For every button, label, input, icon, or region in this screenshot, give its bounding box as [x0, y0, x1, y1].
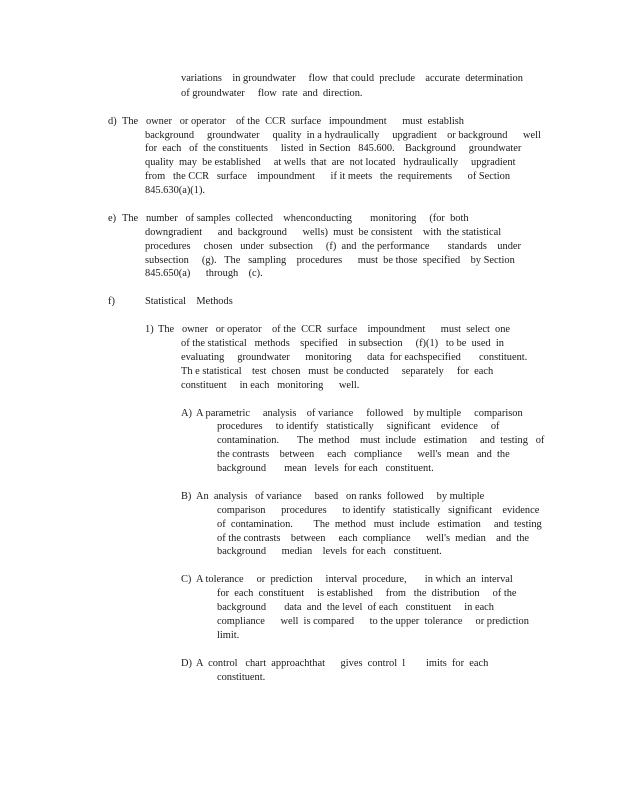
item-e-line-3: procedures chosen under subsection (f) and the performance standards under	[145, 241, 521, 252]
option-a-line-1: A parametric analysis of variance followed by multiple comparison	[196, 408, 523, 419]
option-b-line-4: of the contrasts between each compliance well's median and the	[217, 533, 530, 544]
item-f1-label: 1)	[145, 324, 154, 335]
item-d-label: d)	[108, 116, 117, 127]
option-b-line-1: An analysis of variance based on ranks followed by multiple	[196, 491, 485, 502]
option-b-label: B)	[181, 491, 192, 502]
item-d-line-6: 845.630(a)(1).	[145, 185, 206, 196]
item-e-line-4: subsection (g). The sampling procedures must be those specified by Section	[145, 255, 515, 266]
option-b-line-5: background median levels for each constituent.	[217, 546, 442, 557]
option-d-label: D)	[181, 658, 192, 669]
continuation-line-2: of groundwater flow rate and direction.	[181, 88, 363, 99]
option-d-line-2: constituent.	[217, 672, 266, 683]
item-f1-line-5: constituent in each monitoring well.	[181, 380, 360, 391]
option-c-line-5: limit.	[217, 630, 240, 641]
item-d-line-2: background groundwater quality in a hydraulically upgradient or background well	[145, 130, 541, 141]
option-b-line-2: comparison procedures to identify statistically significant evidence	[217, 505, 540, 516]
option-c-line-1: A tolerance or prediction interval procedure, in which an interval	[196, 574, 513, 585]
option-d-line-1: A control chart approachthat gives control l imits for each	[196, 658, 489, 669]
option-a-line-5: background mean levels for each constituent.	[217, 463, 434, 474]
item-d-line-1: The owner or operator of the CCR surface impoundment must establish	[122, 116, 464, 127]
item-d-line-5: from the CCR surface impoundment if it meets the requirements of Section	[145, 171, 511, 182]
item-f-heading: Statistical Methods	[145, 296, 233, 307]
item-f1-line-2: of the statistical methods specified in subsection (f)(1) to be used in	[181, 338, 504, 349]
item-e-line-1: The number of samples collected whenconducting monitoring (for both	[122, 213, 469, 224]
option-a-label: A)	[181, 408, 192, 419]
continuation-line-1: variations in groundwater flow that could preclude accurate determination	[181, 73, 523, 84]
option-c-label: C)	[181, 574, 192, 585]
item-f-label: f)	[108, 296, 115, 307]
item-e-line-5: 845.650(a) through (c).	[145, 268, 263, 279]
option-c-line-4: compliance well is compared to the upper tolerance or prediction	[217, 616, 529, 627]
option-c-line-2: for each constituent is established from the distribution of the	[217, 588, 517, 599]
item-f1-line-3: evaluating groundwater monitoring data for eachspecified constituent.	[181, 352, 528, 363]
option-a-line-4: the contrasts between each compliance well's mean and the	[217, 449, 510, 460]
item-f1-line-1: The owner or operator of the CCR surface impoundment must select one	[158, 324, 511, 335]
item-d-line-4: quality may be established at wells that are not located hydraulically upgradient	[145, 157, 516, 168]
option-c-line-3: background data and the level of each constituent in each	[217, 602, 494, 613]
item-e-line-2: downgradient and background wells) must be consistent with the statistical	[145, 227, 502, 238]
option-a-line-2: procedures to identify statistically significant evidence of	[217, 421, 500, 432]
item-f1-line-4: Th e statistical test chosen must be conducted separately for each	[181, 366, 494, 377]
item-d-line-3: for each of the constituents listed in Section 845.600. Background groundwater	[145, 143, 522, 154]
option-b-line-3: of contamination. The method must include estimation and testing	[217, 519, 542, 530]
option-a-line-3: contamination. The method must include estimation and testing of	[217, 435, 545, 446]
item-e-label: e)	[108, 213, 117, 224]
